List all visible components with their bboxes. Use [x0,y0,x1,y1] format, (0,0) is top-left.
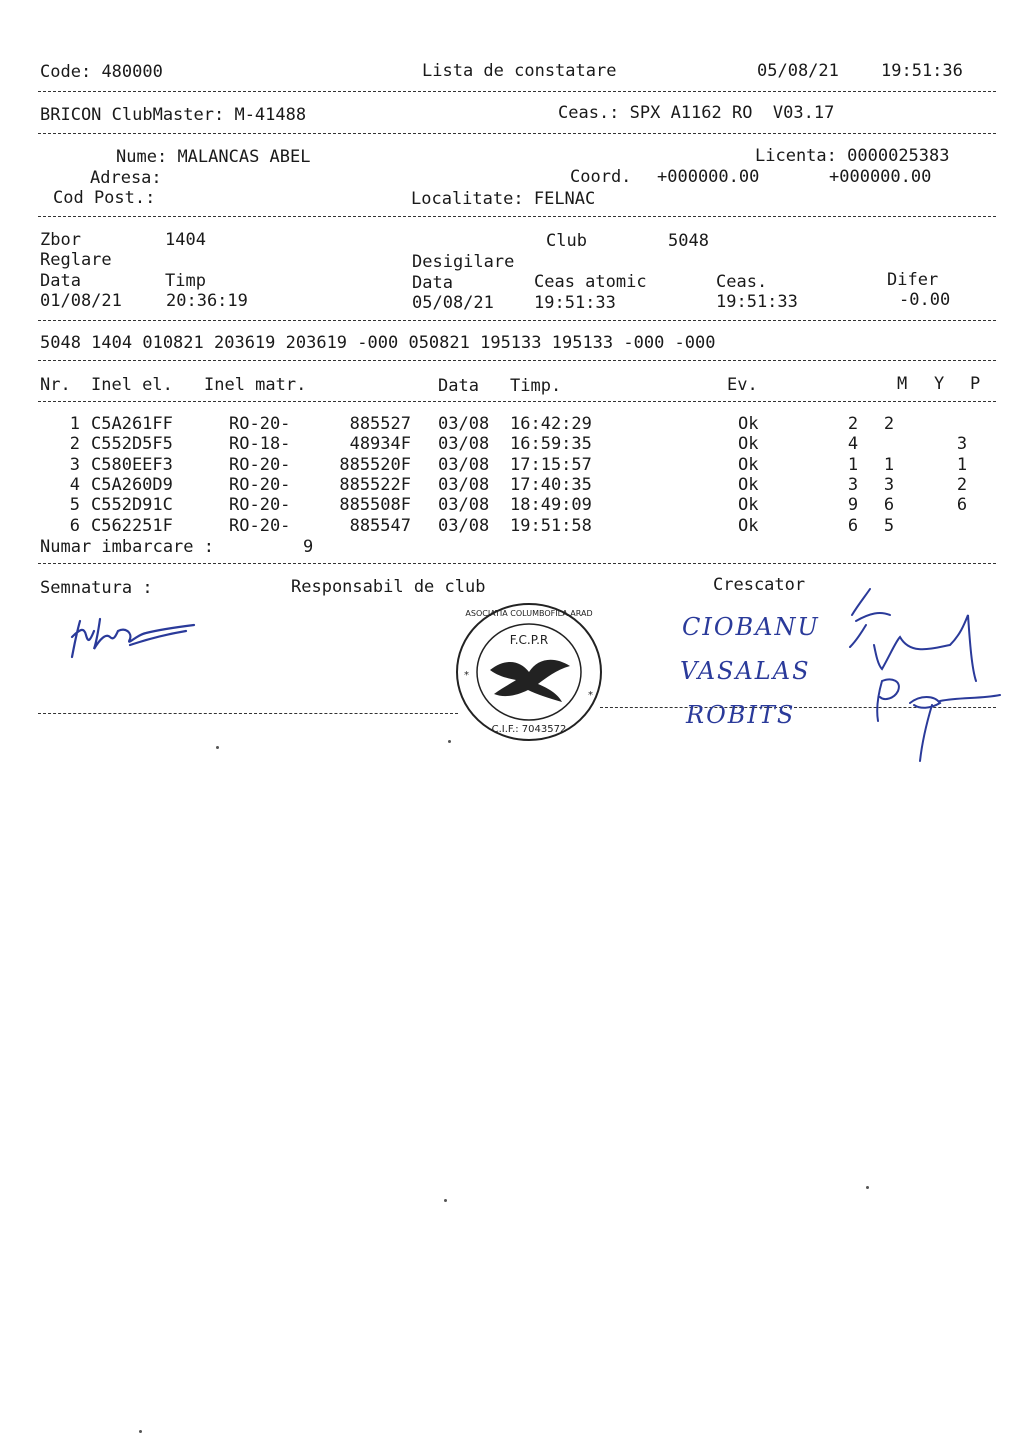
table-cell-p: 3 [956,434,968,455]
table-cell-ev: Ok [738,495,759,516]
table-cell-p: 2 [956,474,968,495]
desigilare-label: Desigilare [412,252,515,272]
desig-ceas-atomic: 19:51:33 [534,293,616,313]
difer-value: -0.00 [899,290,951,310]
reglare-timp-label: Timp [165,271,206,291]
table-cell-data: 03/08 [438,515,490,536]
table-cell-inel-el: C562251F [91,515,173,536]
adresa-label: Adresa: [90,168,162,188]
stamp-cif-text: C.I.F.: 7043572 [491,724,567,735]
nume-value: MALANCAS ABEL [177,147,311,167]
speck [866,1186,869,1189]
desig-data: 05/08/21 [412,293,494,313]
speck [444,1199,447,1202]
crescator-label: Crescator [713,575,806,595]
reglare-timp: 20:36:19 [166,291,248,311]
licenta-value: 0000025383 [847,146,950,166]
table-cell-timp: 17:40:35 [510,474,592,495]
table-cell-nr: 2 [69,434,80,455]
table-cell-timp: 19:51:58 [510,515,592,536]
table-cell-nr: 1 [69,414,80,434]
table-cell-ev: Ok [738,414,759,434]
table-cell-prefix: RO-20- [229,454,291,475]
table-cell-matr: 48934F [349,434,411,455]
nume-row: Nume: MALANCAS ABEL [116,147,311,167]
divider [38,133,996,134]
table-cell-ev: Ok [738,474,759,495]
crescator-signatures-icon [670,585,1010,770]
col-inel-el: Inel el. [91,375,173,395]
table-cell-m: 3 [847,474,859,495]
table-cell-data: 03/08 [438,434,490,455]
table-cell-y: 5 [883,515,895,536]
table-cell-timp: 16:59:35 [510,434,592,455]
table-cell-inel-el: C5A260D9 [91,474,173,495]
table-cell-nr: 6 [69,515,80,536]
col-m: M [897,374,908,394]
table-cell-prefix: RO-18- [229,434,291,455]
codpost-label: Cod Post.: [53,188,156,208]
licenta-row: Licenta: 0000025383 [755,146,950,166]
ceas-col-label: Ceas. [716,272,768,292]
col-y: Y [934,374,945,394]
col-inel-matr: Inel matr. [204,375,307,395]
divider [38,216,996,217]
ceas-label: Ceas.: SPX A1162 RO V03.17 [558,103,835,123]
club-value: 5048 [668,231,709,251]
col-nr: Nr. [40,375,71,395]
col-timp: Timp. [510,376,562,396]
col-p: P [970,374,981,394]
zbor-value: 1404 [165,230,206,250]
table-cell-timp: 18:49:09 [510,495,592,516]
table-cell-m: 6 [847,515,859,536]
handwritten-name-1: CIOBANU [682,613,820,641]
table-cell-ev: Ok [738,434,759,455]
table-cell-p: 1 [956,454,968,475]
table-cell-data: 03/08 [438,474,490,495]
table-cell-data: 03/08 [438,414,490,434]
svg-text:*: * [588,690,593,701]
coord-label: Coord. [570,167,632,187]
table-cell-data: 03/08 [438,495,490,516]
code-value: 480000 [101,62,163,82]
code-line: 5048 1404 010821 203619 203619 -000 050821 195133 195133 -000 -000 [40,333,716,353]
table-cell-p: 6 [956,495,968,516]
table-cell-y: 1 [883,454,895,475]
code-label: Code: 480000 [40,62,163,82]
document-title: Lista de constatare [422,61,617,81]
table-cell-matr: 885547 [349,515,411,536]
table-cell-matr: 885520F [339,454,411,475]
stamp-center-text: F.C.P.R [509,633,549,647]
col-data: Data [438,376,479,396]
divider [38,401,996,402]
table-cell-m: 2 [847,414,859,434]
reglare-label: Reglare [40,250,112,270]
divider [38,320,996,321]
svg-text:*: * [464,670,469,681]
table-cell-inel-el: C552D5F5 [91,434,173,455]
table-cell-matr: 885527 [349,414,411,434]
speck [448,740,451,743]
imbarcare-label: Numar imbarcare : [40,537,214,557]
table-cell-inel-el: C5A261FF [91,414,173,434]
table-cell-timp: 17:15:57 [510,454,592,475]
table-cell-y: 6 [883,495,895,516]
table-cell-nr: 5 [69,495,80,516]
table-cell-m: 9 [847,495,859,516]
handwritten-name-2: VASALAS [680,657,811,685]
table-cell-timp: 16:42:29 [510,414,592,434]
reglare-data: 01/08/21 [40,291,122,311]
localitate-value: FELNAC [533,189,596,209]
table-cell-prefix: RO-20- [229,515,291,536]
divider [38,563,996,564]
header-date: 05/08/21 [757,61,839,81]
table-cell-nr: 4 [69,474,80,495]
ceas-atomic-label: Ceas atomic [534,272,647,292]
speck [216,746,219,749]
divider [38,360,996,361]
zbor-label: Zbor [40,230,81,250]
coord-y: +000000.00 [829,167,932,187]
speck [139,1430,142,1433]
reglare-data-label: Data [40,271,81,291]
table-cell-matr: 885522F [339,474,411,495]
table-cell-prefix: RO-20- [229,495,291,516]
signature-icon [66,605,206,665]
table-cell-m: 4 [847,434,859,455]
stamp-ring-text: ASOCIATIA COLUMBOFILA ARAD [465,609,593,618]
responsabil-label: Responsabil de club [291,577,486,597]
col-ev: Ev. [727,375,758,395]
table-cell-y: 3 [883,474,895,495]
localitate-row: Localitate: FELNAC [411,189,596,209]
clubmaster-label: BRICON ClubMaster: M-41488 [40,105,307,125]
table-cell-data: 03/08 [438,454,490,475]
table-cell-prefix: RO-20- [229,414,291,434]
header-time: 19:51:36 [881,61,963,81]
table-cell-m: 1 [847,454,859,475]
divider [38,713,458,714]
imbarcare-value: 9 [303,537,314,557]
table-cell-y: 2 [883,414,895,434]
handwritten-name-3: ROBITS [686,701,796,729]
club-stamp-icon [450,598,608,746]
semnatura-label: Semnatura : [40,578,153,598]
table-cell-matr: 885508F [339,495,411,516]
table-cell-ev: Ok [738,454,759,475]
desig-ceas: 19:51:33 [716,292,798,312]
table-cell-inel-el: C580EEF3 [91,454,173,475]
difer-label: Difer [887,270,939,290]
divider [38,91,996,92]
table-cell-nr: 3 [69,454,80,475]
club-label: Club [546,231,587,251]
desig-data-label: Data [412,273,453,293]
table-cell-inel-el: C552D91C [91,495,173,516]
table-cell-ev: Ok [738,515,759,536]
coord-x: +000000.00 [657,167,760,187]
table-cell-prefix: RO-20- [229,474,291,495]
